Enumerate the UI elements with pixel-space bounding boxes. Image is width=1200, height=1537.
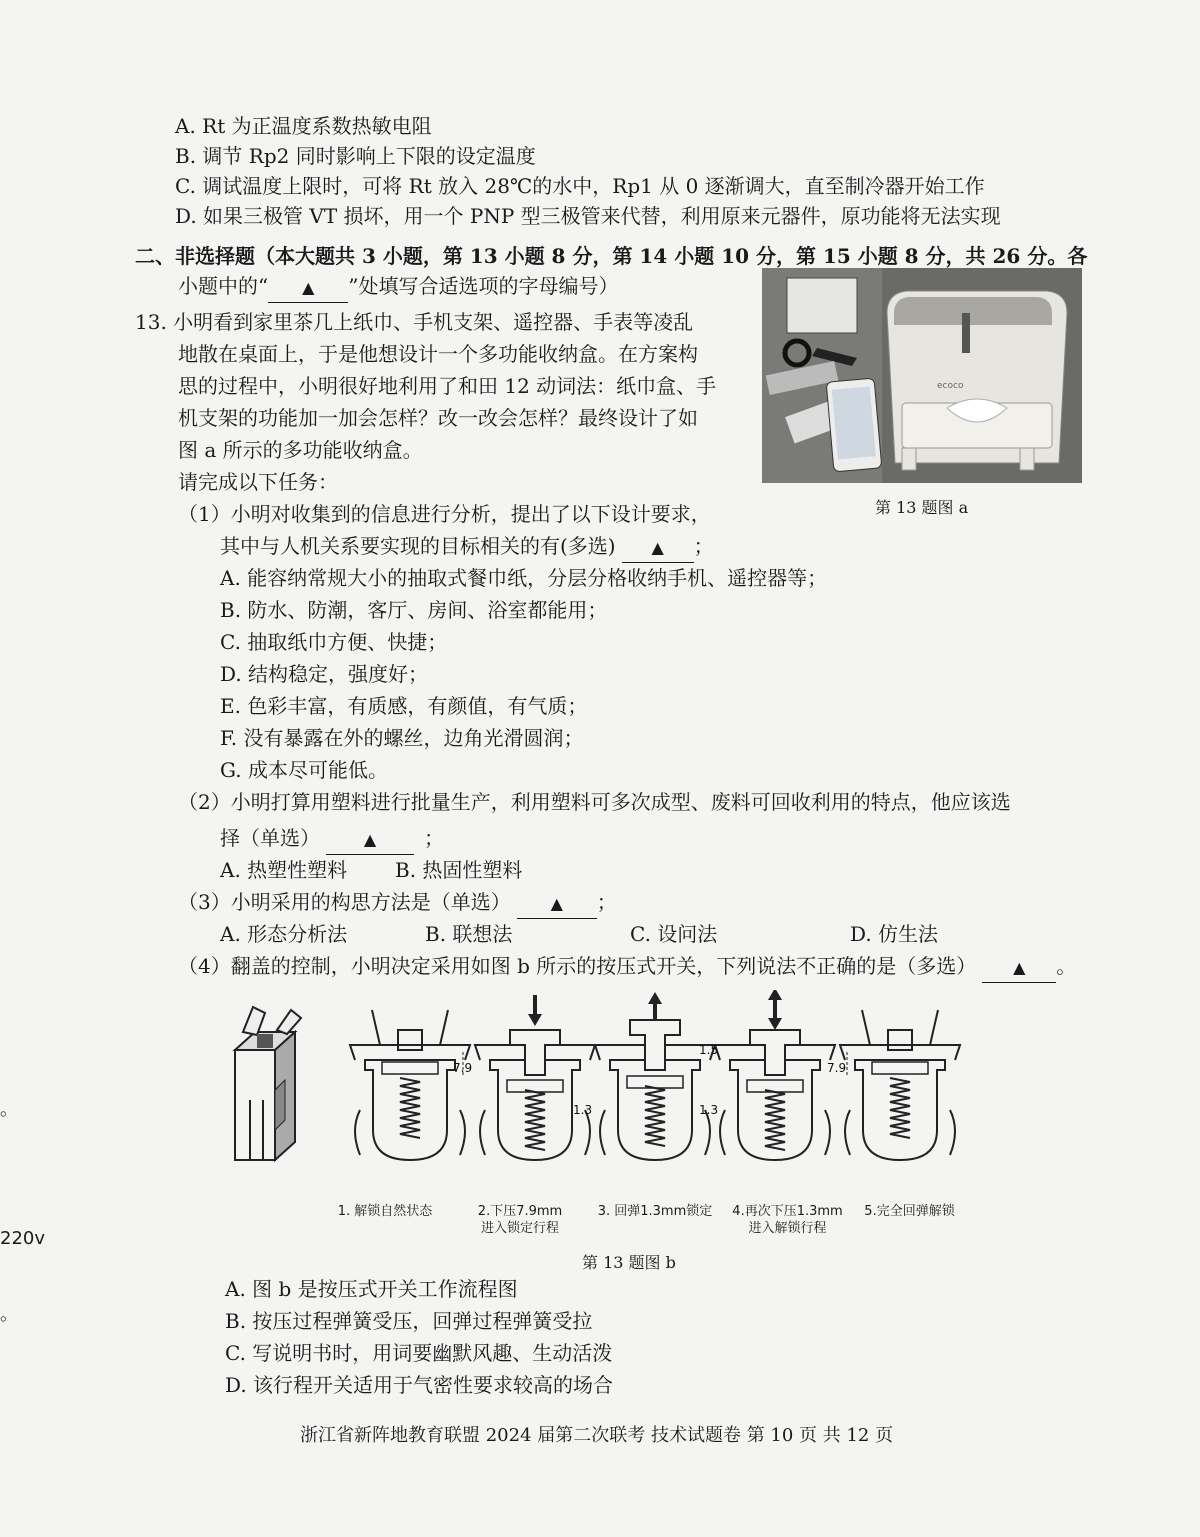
- task-intro: 请完成以下任务：: [178, 470, 338, 494]
- sub3-option-d: D. 仿生法: [850, 922, 939, 946]
- dim-3: 1.5: [699, 1043, 719, 1057]
- sub1-line-2: 其中与人机关系要实现的目标相关的有(多选) ▲ ；: [220, 532, 714, 563]
- sub3-answer-blank[interactable]: ▲: [517, 888, 597, 919]
- section-title: 二、非选择题（本大题共 3 小题，第 13 小题 8 分，第 14 小题 10 分，第 15 小题 8 分，共 26 分。各: [135, 244, 1088, 268]
- sub4-option-a: A. 图 b 是按压式开关工作流程图: [225, 1277, 518, 1301]
- sub1-line-1: （1）小明对收集到的信息进行分析，提出了以下设计要求，: [178, 502, 711, 526]
- prev-option-b: B. 调节 Rp2 同时影响上下限的设定温度: [175, 144, 536, 168]
- dim-2: 1.3: [573, 1103, 593, 1117]
- sub2-option-a: A. 热塑性塑料: [220, 858, 348, 882]
- sub4-answer-blank[interactable]: ▲: [982, 952, 1056, 983]
- stage-1-label: 1. 解锁自然状态: [337, 1204, 433, 1219]
- q13-stem-line-4: 机支架的功能加一加会怎样？改一改会怎样？最终设计了如: [178, 406, 698, 430]
- stage-4-diagram: [715, 990, 835, 1160]
- sub4-option-d: D. 该行程开关适用于气密性要求较高的场合: [225, 1373, 614, 1397]
- stage-1-diagram: [350, 1010, 473, 1160]
- dim-4: 1.3: [699, 1103, 719, 1117]
- stage-2-diagram: [475, 995, 595, 1160]
- figure-a-caption: 第 13 题图 a: [875, 498, 969, 517]
- page-footer: 浙江省新阵地教育联盟 2024 届第二次联考 技术试题卷 第 10 页 共 12 页: [300, 1425, 894, 1446]
- stage-4-label: 4.再次下压1.3mm 进入解锁行程: [732, 1204, 843, 1236]
- sub4-option-b: B. 按压过程弹簧受压，回弹过程弹簧受拉: [225, 1309, 593, 1333]
- prev-option-c: C. 调试温度上限时，可将 Rt 放入 28℃的水中，Rp1 从 0 逐渐调大，直至制冷器开始工作: [175, 174, 985, 198]
- sub4-line: （4）翻盖的控制，小明决定采用如图 b 所示的按压式开关，下列说法不正确的是（多选） ▲ 。: [178, 952, 1076, 983]
- figure-a-photo: [762, 268, 1082, 483]
- stage-3-label: 3. 回弹1.3mm锁定: [597, 1204, 713, 1219]
- edge-mark-2: 220v: [0, 1228, 46, 1249]
- sub2-answer-blank[interactable]: ▲: [326, 824, 414, 855]
- sub1-option-a: A. 能容纳常规大小的抽取式餐巾纸，分层分格收纳手机、遥控器等；: [220, 566, 828, 590]
- stage-3-diagram: [595, 992, 715, 1160]
- sub3-option-b: B. 联想法: [425, 922, 513, 946]
- sub1-option-g: G. 成本尽可能低。: [220, 758, 388, 782]
- edge-mark-1: 。: [0, 1099, 18, 1120]
- sub2-line-1: （2）小明打算用塑料进行批量生产，利用塑料可多次成型、废料可回收利用的特点，他应该选: [178, 790, 1011, 814]
- sub3-option-a: A. 形态分析法: [220, 922, 348, 946]
- prev-option-d: D. 如果三极管 VT 损坏，用一个 PNP 型三极管来代替，利用原来元器件，原功能将无法实现: [175, 204, 1001, 228]
- sub1-option-c: C. 抽取纸巾方便、快捷；: [220, 630, 448, 654]
- prev-option-a: A. Rt 为正温度系数热敏电阻: [175, 114, 432, 138]
- sub3-line: （3）小明采用的构思方法是（单选） ▲ ；: [178, 888, 617, 919]
- sub1-option-b: B. 防水、防潮，客厅、房间、浴室都能用；: [220, 598, 608, 622]
- q13-stem-line-1: 13. 小明看到家里茶几上纸巾、手机支架、遥控器、手表等凌乱: [135, 310, 694, 334]
- edge-mark-3: 。: [0, 1304, 18, 1325]
- dim-1: 7.9: [453, 1061, 473, 1075]
- stage-5-diagram: [840, 1010, 960, 1160]
- q13-stem-line-2: 地散在桌面上，于是他想设计一个多功能收纳盒。在方案构: [178, 342, 698, 366]
- figure-b-caption: 第 13 题图 b: [582, 1253, 676, 1272]
- stage-2-label: 2.下压7.9mm 进入锁定行程: [477, 1204, 563, 1236]
- sub1-option-e: E. 色彩丰富，有质感，有颜值，有气质；: [220, 694, 588, 718]
- sub1-option-d: D. 结构稳定，强度好；: [220, 662, 429, 686]
- section-note: 小题中的“ ▲ ”处填写合适选项的字母编号）: [178, 272, 618, 303]
- figure-b-diagram: [215, 990, 975, 1195]
- sub1-option-f: F. 没有暴露在外的螺丝，边角光滑圆润；: [220, 726, 584, 750]
- switch-3d-view: [235, 1007, 301, 1160]
- sub2-option-b: B. 热固性塑料: [395, 858, 523, 882]
- sub3-option-c: C. 设问法: [630, 922, 718, 946]
- q13-stem-line-5: 图 a 所示的多功能收纳盒。: [178, 438, 423, 462]
- sub2-line-2: 择（单选） ▲ ；: [220, 824, 444, 855]
- sub4-option-c: C. 写说明书时，用词要幽默风趣、生动活泼: [225, 1341, 613, 1365]
- figure-a-box-text: ecoco: [937, 381, 964, 391]
- sub1-answer-blank[interactable]: ▲: [622, 532, 694, 563]
- dim-5: 7.9: [827, 1061, 847, 1075]
- q13-stem-line-3: 思的过程中，小明很好地利用了和田 12 动词法：纸巾盒、手: [178, 374, 717, 398]
- stage-5-label: 5.完全回弹解锁: [864, 1204, 955, 1219]
